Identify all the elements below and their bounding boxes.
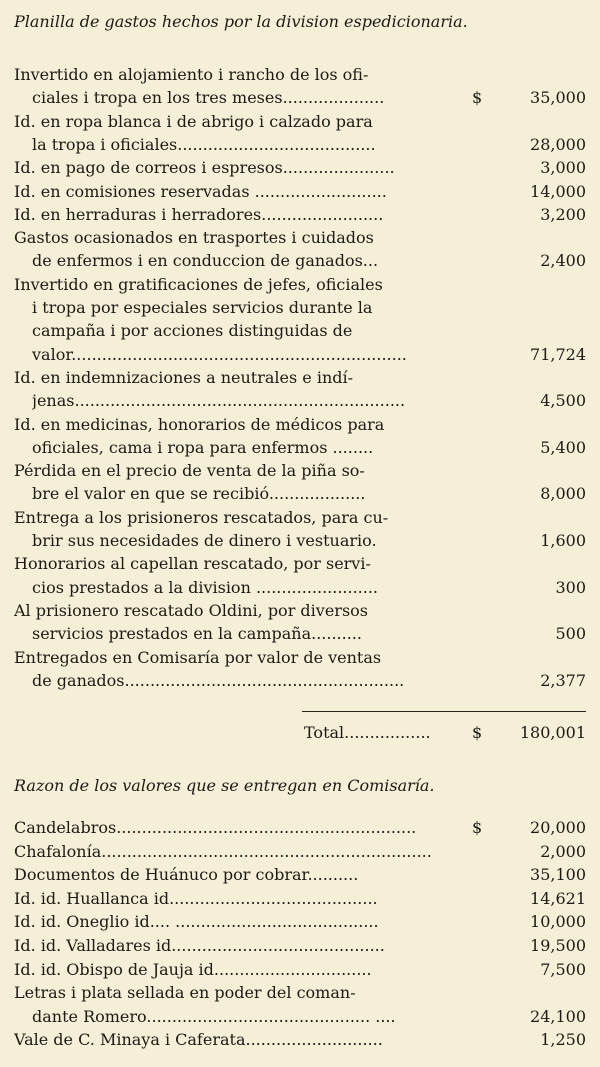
- razon-line-text: Documentos de Huánuco por cobrar..........: [14, 865, 359, 885]
- razon-title: Razon de los valores que se entregan en Comisaría.: [14, 776, 435, 795]
- planilla-line: [14, 87, 586, 109]
- planilla-line-text: Id. en ropa blanca i de abrigo i calzado para: [14, 111, 373, 131]
- planilla-line-text: campaña i por acciones distinguidas de: [32, 321, 353, 341]
- planilla-line-text: la tropa i oficiales.......................................: [32, 134, 376, 154]
- total-line: [14, 722, 586, 744]
- planilla-line-text: de ganados.......................................................: [32, 670, 405, 690]
- razon-line-amount: 35,100: [530, 865, 586, 885]
- planilla-line-text: Al prisionero rescatado Oldini, por diversos: [14, 600, 368, 620]
- planilla-line: [14, 437, 586, 459]
- planilla-line: [14, 507, 586, 529]
- planilla-line-text: bre el valor en que se recibió...................: [32, 484, 366, 504]
- planilla-line-text: Invertido en gratificaciones de jefes, oficiales: [14, 274, 383, 294]
- planilla-line-text: valor..................................................................: [32, 344, 407, 364]
- planilla-title: Planilla de gastos hechos por la division espedicionaria.: [14, 12, 468, 31]
- planilla-line: [14, 670, 586, 692]
- planilla-line-amount: 2,377: [540, 670, 586, 690]
- planilla-line-amount: 3,000: [540, 158, 586, 178]
- razon-line-amount: 14,621: [530, 888, 586, 908]
- razon-line: [14, 1029, 586, 1051]
- planilla-line-text: Id. en indemnizaciones a neutrales e indí-: [14, 367, 354, 387]
- total-amount: 180,001: [519, 723, 586, 742]
- planilla-line: [14, 250, 586, 272]
- planilla-line-text: brir sus necesidades de dinero i vestuario.: [32, 531, 377, 550]
- planilla-line: [14, 204, 586, 226]
- planilla-line-text: Honorarios al capellan rescatado, por servi-: [14, 554, 371, 574]
- razon-line-amount: 19,500: [530, 936, 586, 955]
- planilla-line-text: jenas.................................................................: [32, 391, 406, 411]
- planilla-line-amount: 28,000: [530, 134, 586, 154]
- planilla-line-amount: 2,400: [540, 251, 586, 271]
- planilla-line: [14, 274, 586, 296]
- planilla-line-text: Gastos ocasionados en trasportes i cuidados: [14, 228, 374, 248]
- razon-line-text: Id. id. Huallanca id.........................................: [14, 888, 378, 908]
- planilla-line-amount: 71,724: [530, 344, 586, 364]
- razon-line-text: Id. id. Valladares id..........................................: [14, 936, 385, 955]
- razon-line: [14, 864, 586, 886]
- planilla-line: [14, 623, 586, 645]
- razon-line-text: dante Romero............................................ ....: [32, 1006, 396, 1026]
- planilla-line-text: cios prestados a la division ........................: [32, 577, 379, 597]
- planilla-line-text: Pérdida en el precio de venta de la piña so-: [14, 461, 365, 481]
- planilla-line-text: oficiales, cama i ropa para enfermos ........: [32, 437, 374, 457]
- planilla-line: [14, 157, 586, 179]
- total-label: Total.................: [304, 723, 431, 742]
- planilla-line-amount: 500: [555, 624, 586, 644]
- razon-line: [14, 817, 586, 839]
- planilla-line-amount: 35,000: [530, 88, 586, 108]
- planilla-line: [14, 64, 586, 86]
- planilla-line-amount: 3,200: [540, 204, 586, 224]
- razon-line-amount: 10,000: [530, 912, 586, 932]
- planilla-line: [14, 390, 586, 412]
- planilla-line-amount: 4,500: [540, 391, 586, 411]
- razon-line: [14, 1006, 586, 1028]
- razon-line: [14, 888, 586, 910]
- planilla-line: [14, 553, 586, 575]
- planilla-line-text: i tropa por especiales servicios durante la: [32, 298, 373, 317]
- razon-line-text: Letras i plata sellada en poder del coman-: [14, 983, 356, 1003]
- planilla-line: [14, 367, 586, 389]
- razon-dollar-sign: $: [472, 818, 483, 837]
- razon-line-text: Candelabros...........................................................: [14, 818, 417, 837]
- razon-line-text: Chafalonía.................................................................: [14, 841, 432, 861]
- razon-line-amount: 1,250: [540, 1030, 586, 1050]
- planilla-line: [14, 320, 586, 342]
- razon-line: [14, 935, 586, 957]
- planilla-line: [14, 297, 586, 319]
- razon-line: [14, 841, 586, 863]
- total-rule: [302, 711, 586, 712]
- planilla-line: [14, 111, 586, 133]
- planilla-line-text: Entrega a los prisioneros rescatados, para cu-: [14, 507, 389, 527]
- total-dollar-sign: $: [472, 723, 483, 742]
- planilla-line-text: Entregados en Comisaría por valor de ventas: [14, 647, 382, 667]
- razon-line-amount: 24,100: [530, 1006, 586, 1026]
- razon-line: [14, 959, 586, 981]
- planilla-line: [14, 530, 586, 552]
- razon-line-amount: 20,000: [530, 818, 586, 837]
- planilla-line-amount: 5,400: [540, 437, 586, 457]
- razon-line-amount: 7,500: [540, 959, 586, 979]
- planilla-line-text: de enfermos i en conduccion de ganados...: [32, 251, 379, 271]
- planilla-line: [14, 414, 586, 436]
- razon-line: [14, 911, 586, 933]
- planilla-line: [14, 460, 586, 482]
- planilla-line: [14, 483, 586, 505]
- planilla-line-text: servicios prestados en la campaña..........: [32, 624, 362, 644]
- planilla-line-text: Id. en pago de correos i espresos......................: [14, 158, 395, 178]
- razon-line-text: Id. id. Oneglio id.... ........................................: [14, 912, 379, 932]
- planilla-line: [14, 577, 586, 599]
- planilla-line-text: Id. en herraduras i herradores........................: [14, 204, 384, 224]
- planilla-line: [14, 647, 586, 669]
- planilla-line-amount: 8,000: [540, 484, 586, 504]
- planilla-line-text: Id. en medicinas, honorarios de médicos para: [14, 414, 385, 434]
- planilla-line-amount: 14,000: [530, 181, 586, 201]
- razon-line-amount: 2,000: [540, 841, 586, 861]
- planilla-line: [14, 227, 586, 249]
- planilla-line: [14, 600, 586, 622]
- planilla-line: [14, 344, 586, 366]
- planilla-line: [14, 181, 586, 203]
- planilla-line-text: Invertido en alojamiento i rancho de los ofi-: [14, 65, 369, 84]
- planilla-dollar-sign: $: [472, 88, 483, 108]
- razon-line-text: Vale de C. Minaya i Caferata...........................: [14, 1030, 383, 1050]
- planilla-line: [14, 134, 586, 156]
- planilla-line-amount: 1,600: [540, 531, 586, 550]
- razon-line-text: Id. id. Obispo de Jauja id...............................: [14, 959, 372, 979]
- planilla-line-text: Id. en comisiones reservadas ..........................: [14, 181, 387, 201]
- planilla-line-amount: 300: [555, 577, 586, 597]
- razon-line: [14, 982, 586, 1004]
- planilla-line-text: ciales i tropa en los tres meses....................: [32, 88, 385, 108]
